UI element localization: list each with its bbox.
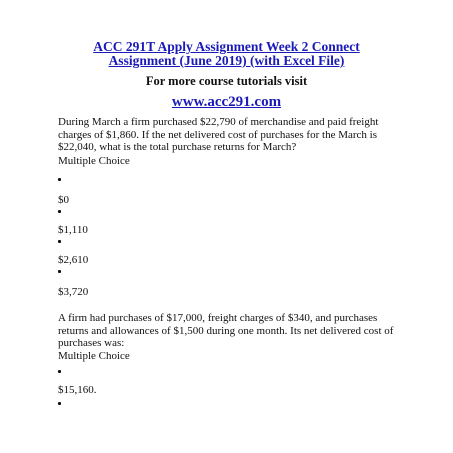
option-bullet-icon: [58, 178, 61, 181]
question-2-option-1[interactable]: $15,160.: [58, 384, 97, 396]
question-1-option-2[interactable]: $1,110: [58, 224, 88, 236]
document-title-line-1: ACC 291T Apply Assignment Week 2 Connect: [93, 39, 360, 54]
question-2-type-label: Multiple Choice: [58, 350, 130, 362]
question-1-type-label: Multiple Choice: [58, 155, 130, 167]
question-1-option-1[interactable]: $0: [58, 194, 69, 206]
question-1-text: During March a firm purchased $22,790 of merchandise and paid freight charges of $1,860. If the net delivered cost of purchases for the March is $22,040, what is the total purchase returns for March?: [58, 116, 379, 153]
promo-subtitle: For more course tutorials visit: [145, 74, 308, 88]
question-1-option-4[interactable]: $3,720: [58, 286, 89, 298]
option-bullet-icon: [58, 240, 61, 243]
option-bullet-icon: [58, 210, 61, 213]
document-title-line-2: Assignment (June 2019) (with Excel File): [108, 53, 345, 68]
option-bullet-icon: [58, 370, 61, 373]
option-bullet-icon: [58, 402, 61, 405]
question-2-text: A firm had purchases of $17,000, freight charges of $340, and purchases returns and allowances of $1,500 during one month. Its net delivered cost of purchases was:: [58, 312, 394, 349]
website-link[interactable]: www.acc291.com: [171, 94, 282, 110]
question-1-option-3[interactable]: $2,610: [58, 254, 89, 266]
option-bullet-icon: [58, 270, 61, 273]
